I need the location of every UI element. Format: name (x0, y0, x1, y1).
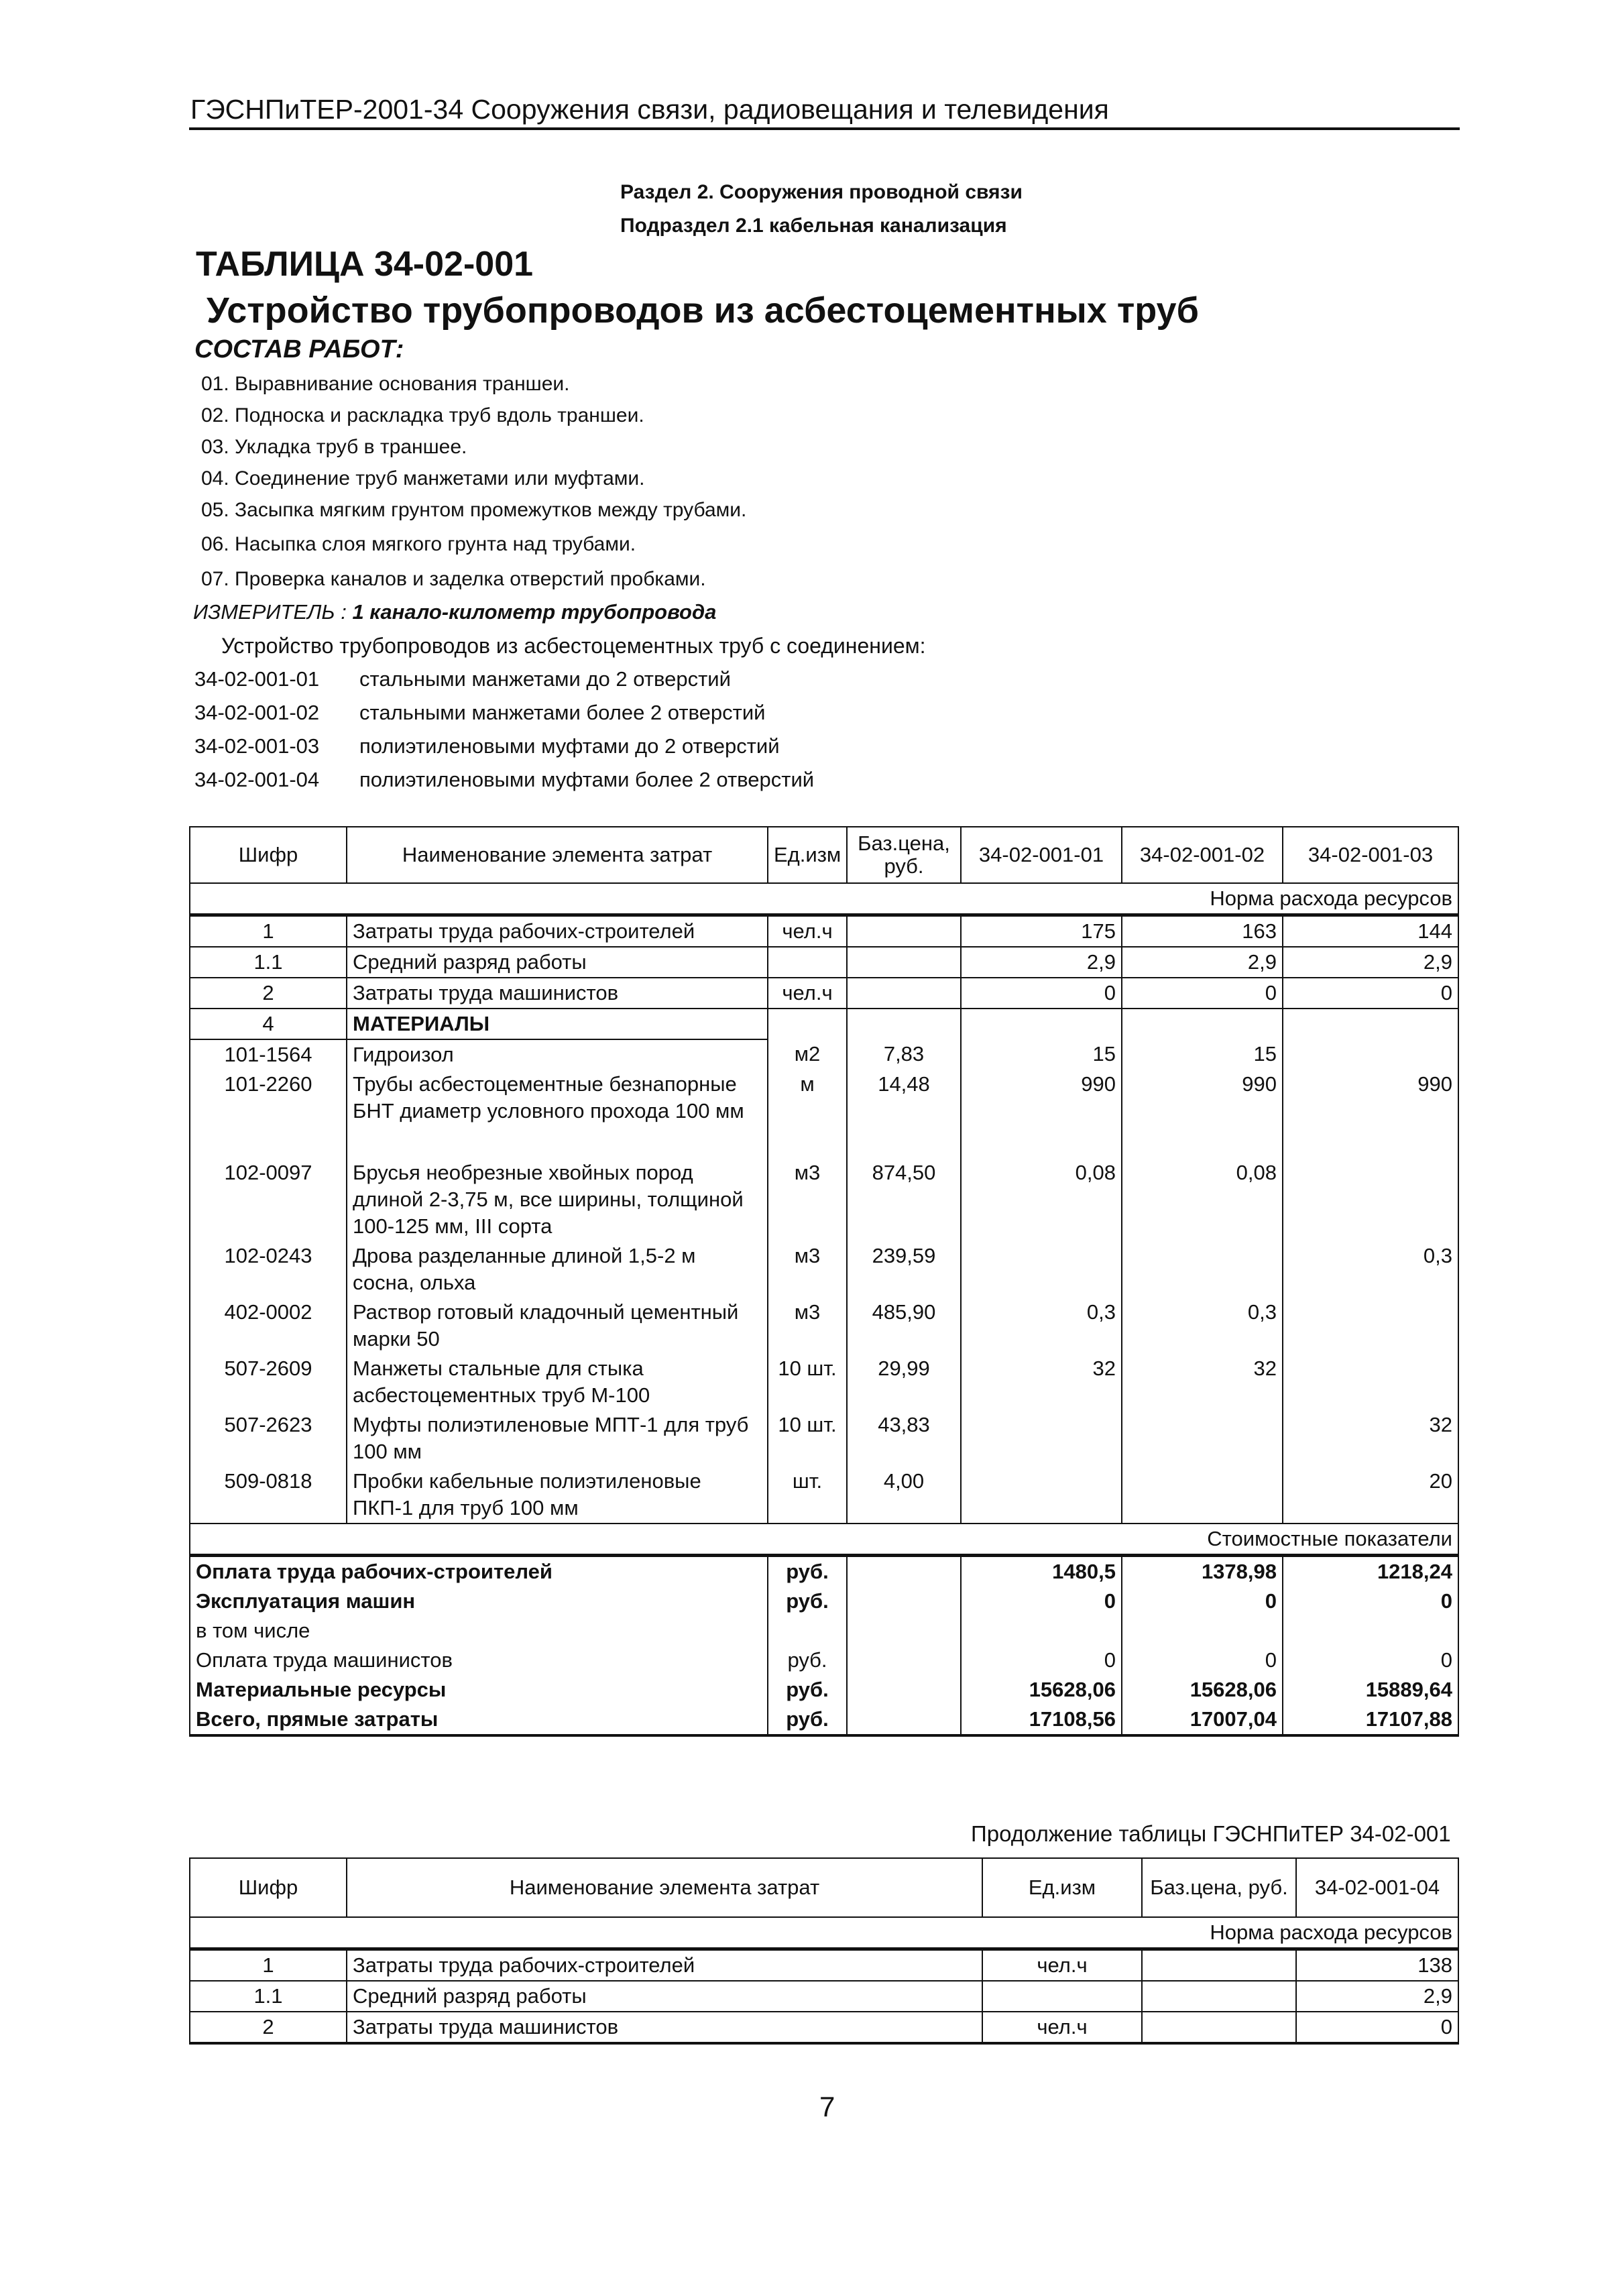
work-item: 02. Подноска и раскладка труб вдоль траншеи. (201, 404, 644, 426)
row-unit (982, 1981, 1142, 2012)
row-value (1283, 1039, 1458, 1070)
section-title: Раздел 2. Сооружения проводной связи (620, 181, 1023, 203)
total-unit: руб. (768, 1556, 847, 1587)
col-header-variant: 34-02-001-03 (1283, 827, 1458, 883)
row-value (1283, 1354, 1458, 1410)
total-unit: руб. (768, 1675, 847, 1705)
row-value: 0 (1296, 2012, 1458, 2043)
row-value: 990 (1283, 1070, 1458, 1158)
table-row (190, 978, 1458, 1009)
row-code: 102-0097 (190, 1158, 347, 1241)
total-name: Эксплуатация машин (190, 1587, 768, 1616)
col-header-variant: 34-02-001-04 (1296, 1858, 1458, 1917)
row-price (1142, 1981, 1296, 2012)
row-price (1142, 1949, 1296, 1982)
row-price (847, 947, 961, 978)
variant-text: полиэтиленовыми муфтами до 2 отверстий (359, 734, 780, 758)
row-code: 507-2623 (190, 1410, 347, 1467)
row-value: 990 (1122, 1070, 1283, 1158)
continuation-caption: Продолжение таблицы ГЭСНПиТЕР 34-02-001 (971, 1821, 1451, 1846)
row-value: 15 (1122, 1039, 1283, 1070)
row-value (961, 1009, 1122, 1039)
row-value (961, 1410, 1122, 1467)
work-item: 07. Проверка каналов и заделка отверстий пробками. (201, 568, 706, 590)
row-code: 102-0243 (190, 1241, 347, 1298)
row-name: Гидроизол (347, 1039, 768, 1070)
total-value: 17107,88 (1283, 1705, 1458, 1735)
table-row (190, 1039, 1458, 1070)
row-value (1122, 1467, 1283, 1524)
table-row (190, 1467, 1458, 1524)
table-title: Устройство трубопроводов из асбестоцементных труб (207, 290, 1199, 331)
row-value: 2,9 (1122, 947, 1283, 978)
total-value: 15628,06 (961, 1675, 1122, 1705)
subsection-title: Подраздел 2.1 кабельная канализация (620, 215, 1007, 237)
row-name: Муфты полиэтиленовые МПТ-1 для труб 100 мм (347, 1410, 768, 1467)
total-price (847, 1646, 961, 1675)
variant-text: стальными манжетами более 2 отверстий (359, 701, 766, 724)
row-value (961, 1467, 1122, 1524)
row-name: Манжеты стальные для стыка асбестоцементных труб М-100 (347, 1354, 768, 1410)
row-value (1122, 1241, 1283, 1298)
row-unit: чел.ч (982, 1949, 1142, 1982)
table-row (190, 1158, 1458, 1241)
row-name: Дрова разделанные длиной 1,5-2 м сосна, ольха (347, 1241, 768, 1298)
row-price (1142, 2012, 1296, 2043)
row-code: 1.1 (190, 947, 347, 978)
row-value: 0 (961, 978, 1122, 1009)
table-row (190, 1354, 1458, 1410)
row-unit: м2 (768, 1039, 847, 1070)
total-value (1283, 1616, 1458, 1646)
total-unit: руб. (768, 1705, 847, 1735)
row-value: 2,9 (961, 947, 1122, 978)
row-value: 138 (1296, 1949, 1458, 1982)
norm-label-row (190, 1917, 1458, 1949)
row-price: 485,90 (847, 1298, 961, 1354)
col-header-variant: 34-02-001-01 (961, 827, 1122, 883)
work-item: 05. Засыпка мягким грунтом промежутков между трубами. (201, 499, 747, 521)
row-name: Затраты труда рабочих-строителей (347, 1949, 982, 1982)
row-unit: чел.ч (768, 915, 847, 948)
row-name: МАТЕРИАЛЫ (347, 1009, 768, 1039)
total-value: 1480,5 (961, 1556, 1122, 1587)
work-item: 06. Насыпка слоя мягкого грунта над трубами. (201, 533, 636, 555)
row-code: 1 (190, 1949, 347, 1982)
total-price (847, 1587, 961, 1616)
table-header-row (190, 1858, 1458, 1917)
row-unit: м3 (768, 1298, 847, 1354)
totals-row (190, 1646, 1458, 1675)
totals-row (190, 1705, 1458, 1735)
variant-code: 34-02-001-04 (194, 768, 320, 791)
header-rule (189, 127, 1460, 130)
running-header: ГЭСНПиТЕР-2001-34 Сооружения связи, радиовещания и телевидения (190, 94, 1109, 125)
col-header-unit: Ед.изм (768, 827, 847, 883)
table-header-row (190, 827, 1458, 883)
works-heading: СОСТАВ РАБОТ: (194, 335, 404, 363)
total-price (847, 1705, 961, 1735)
row-unit: 10 шт. (768, 1354, 847, 1410)
row-price: 14,48 (847, 1070, 961, 1158)
row-price: 43,83 (847, 1410, 961, 1467)
row-value: 2,9 (1283, 947, 1458, 978)
row-code: 1.1 (190, 1981, 347, 2012)
variant-code: 34-02-001-02 (194, 701, 320, 724)
totals-row (190, 1675, 1458, 1705)
row-value: 0,3 (961, 1298, 1122, 1354)
row-unit (768, 947, 847, 978)
col-header-price: Баз.цена, руб. (847, 827, 961, 883)
row-value: 32 (1122, 1354, 1283, 1410)
row-code: 101-1564 (190, 1039, 347, 1070)
variant-text: стальными манжетами до 2 отверстий (359, 667, 731, 691)
totals-row (190, 1556, 1458, 1587)
meter-value: 1 канало-километр трубопровода (352, 600, 717, 624)
total-value (961, 1616, 1122, 1646)
row-value: 32 (1283, 1410, 1458, 1467)
row-value: 144 (1283, 915, 1458, 948)
total-value: 0 (1283, 1646, 1458, 1675)
col-header-variant: 34-02-001-02 (1122, 827, 1283, 883)
total-value: 0 (1122, 1587, 1283, 1616)
total-value: 0 (961, 1646, 1122, 1675)
row-price: 7,83 (847, 1039, 961, 1070)
table-row (190, 1070, 1458, 1158)
row-value: 0 (1122, 978, 1283, 1009)
total-price (847, 1616, 961, 1646)
row-value: 0,3 (1283, 1241, 1458, 1298)
row-price: 239,59 (847, 1241, 961, 1298)
table-row (190, 1410, 1458, 1467)
row-price (847, 1009, 961, 1039)
table-row (190, 1009, 1458, 1039)
row-code: 101-2260 (190, 1070, 347, 1158)
row-name: Средний разряд работы (347, 1981, 982, 2012)
row-value (1122, 1009, 1283, 1039)
row-value (1283, 1158, 1458, 1241)
row-unit: чел.ч (768, 978, 847, 1009)
total-value: 17007,04 (1122, 1705, 1283, 1735)
row-code: 509-0818 (190, 1467, 347, 1524)
row-name: Затраты труда рабочих-строителей (347, 915, 768, 948)
meter-label: ИЗМЕРИТЕЛЬ : (193, 600, 353, 624)
total-value: 1378,98 (1122, 1556, 1283, 1587)
total-value: 15889,64 (1283, 1675, 1458, 1705)
row-value: 15 (961, 1039, 1122, 1070)
row-unit (768, 1009, 847, 1039)
variant-code: 34-02-001-03 (194, 734, 320, 758)
col-header-name: Наименование элемента затрат (347, 827, 768, 883)
col-header-code: Шифр (190, 1858, 347, 1917)
row-unit: м3 (768, 1241, 847, 1298)
norm-label: Норма расхода ресурсов (190, 1917, 1458, 1949)
row-value: 32 (961, 1354, 1122, 1410)
row-unit: чел.ч (982, 2012, 1142, 2043)
row-name: Пробки кабельные полиэтиленовые ПКП-1 для труб 100 мм (347, 1467, 768, 1524)
row-name: Затраты труда машинистов (347, 2012, 982, 2043)
table-row (190, 1298, 1458, 1354)
work-item: 04. Соединение труб манжетами или муфтами. (201, 467, 645, 490)
total-value: 17108,56 (961, 1705, 1122, 1735)
row-unit: шт. (768, 1467, 847, 1524)
totals-row (190, 1587, 1458, 1616)
page-number: 7 (819, 2091, 835, 2122)
total-value: 0 (961, 1587, 1122, 1616)
table-number: ТАБЛИЦА 34-02-001 (196, 245, 534, 284)
total-name: Всего, прямые затраты (190, 1705, 768, 1735)
row-price: 4,00 (847, 1467, 961, 1524)
row-value: 175 (961, 915, 1122, 948)
work-item: 01. Выравнивание основания траншеи. (201, 373, 570, 395)
work-item: 03. Укладка труб в траншее. (201, 436, 467, 458)
row-code: 507-2609 (190, 1354, 347, 1410)
row-name: Брусья необрезные хвойных пород длиной 2-3,75 м, все ширины, толщиной 100-125 мм, III сорта (347, 1158, 768, 1241)
row-price (847, 915, 961, 948)
row-name: Средний разряд работы (347, 947, 768, 978)
table-row (190, 2012, 1458, 2043)
totals-row (190, 1616, 1458, 1646)
row-value (1283, 1298, 1458, 1354)
row-code: 4 (190, 1009, 347, 1039)
cost-label: Стоимостные показатели (190, 1524, 1458, 1556)
table-row (190, 915, 1458, 948)
variants-intro: Устройство трубопроводов из асбестоцементных труб с соединением: (221, 634, 926, 658)
table-row (190, 1981, 1458, 2012)
total-price (847, 1675, 961, 1705)
row-name: Затраты труда машинистов (347, 978, 768, 1009)
total-unit: руб. (768, 1587, 847, 1616)
variant-code: 34-02-001-01 (194, 667, 320, 691)
row-code: 2 (190, 2012, 347, 2043)
total-name: в том числе (190, 1616, 768, 1646)
row-name: Раствор готовый кладочный цементный марки 50 (347, 1298, 768, 1354)
row-unit: м (768, 1070, 847, 1158)
total-value: 0 (1283, 1587, 1458, 1616)
row-value: 0,08 (1122, 1158, 1283, 1241)
col-header-name: Наименование элемента затрат (347, 1858, 982, 1917)
row-name: Трубы асбестоцементные безнапорные БНТ диаметр условного прохода 100 мм (347, 1070, 768, 1158)
row-unit: 10 шт. (768, 1410, 847, 1467)
row-price: 29,99 (847, 1354, 961, 1410)
row-value: 990 (961, 1070, 1122, 1158)
row-code: 1 (190, 915, 347, 948)
row-value: 2,9 (1296, 1981, 1458, 2012)
col-header-price: Баз.цена, руб. (1142, 1858, 1296, 1917)
row-code: 402-0002 (190, 1298, 347, 1354)
row-value (1122, 1410, 1283, 1467)
table-row (190, 947, 1458, 978)
total-value: 15628,06 (1122, 1675, 1283, 1705)
table-row (190, 1949, 1458, 1982)
row-value (961, 1241, 1122, 1298)
col-header-code: Шифр (190, 827, 347, 883)
variant-text: полиэтиленовыми муфтами более 2 отверстий (359, 768, 815, 791)
row-price: 874,50 (847, 1158, 961, 1241)
total-price (847, 1556, 961, 1587)
norm-label: Норма расхода ресурсов (190, 883, 1458, 915)
row-code: 2 (190, 978, 347, 1009)
row-value: 20 (1283, 1467, 1458, 1524)
total-unit (768, 1616, 847, 1646)
total-name: Оплата труда рабочих-строителей (190, 1556, 768, 1587)
table-row (190, 1241, 1458, 1298)
col-header-unit: Ед.изм (982, 1858, 1142, 1917)
total-name: Оплата труда машинистов (190, 1646, 768, 1675)
total-name: Материальные ресурсы (190, 1675, 768, 1705)
row-value: 0,08 (961, 1158, 1122, 1241)
total-unit: руб. (768, 1646, 847, 1675)
cost-label-row (190, 1524, 1458, 1556)
resources-table (189, 826, 1459, 1737)
row-price (847, 978, 961, 1009)
meter-line (193, 600, 716, 624)
row-value (1283, 1009, 1458, 1039)
row-unit: м3 (768, 1158, 847, 1241)
total-value: 1218,24 (1283, 1556, 1458, 1587)
row-value: 0,3 (1122, 1298, 1283, 1354)
total-value (1122, 1616, 1283, 1646)
norm-label-row (190, 883, 1458, 915)
row-value: 163 (1122, 915, 1283, 948)
total-value: 0 (1122, 1646, 1283, 1675)
continuation-table (189, 1857, 1459, 2045)
row-value: 0 (1283, 978, 1458, 1009)
